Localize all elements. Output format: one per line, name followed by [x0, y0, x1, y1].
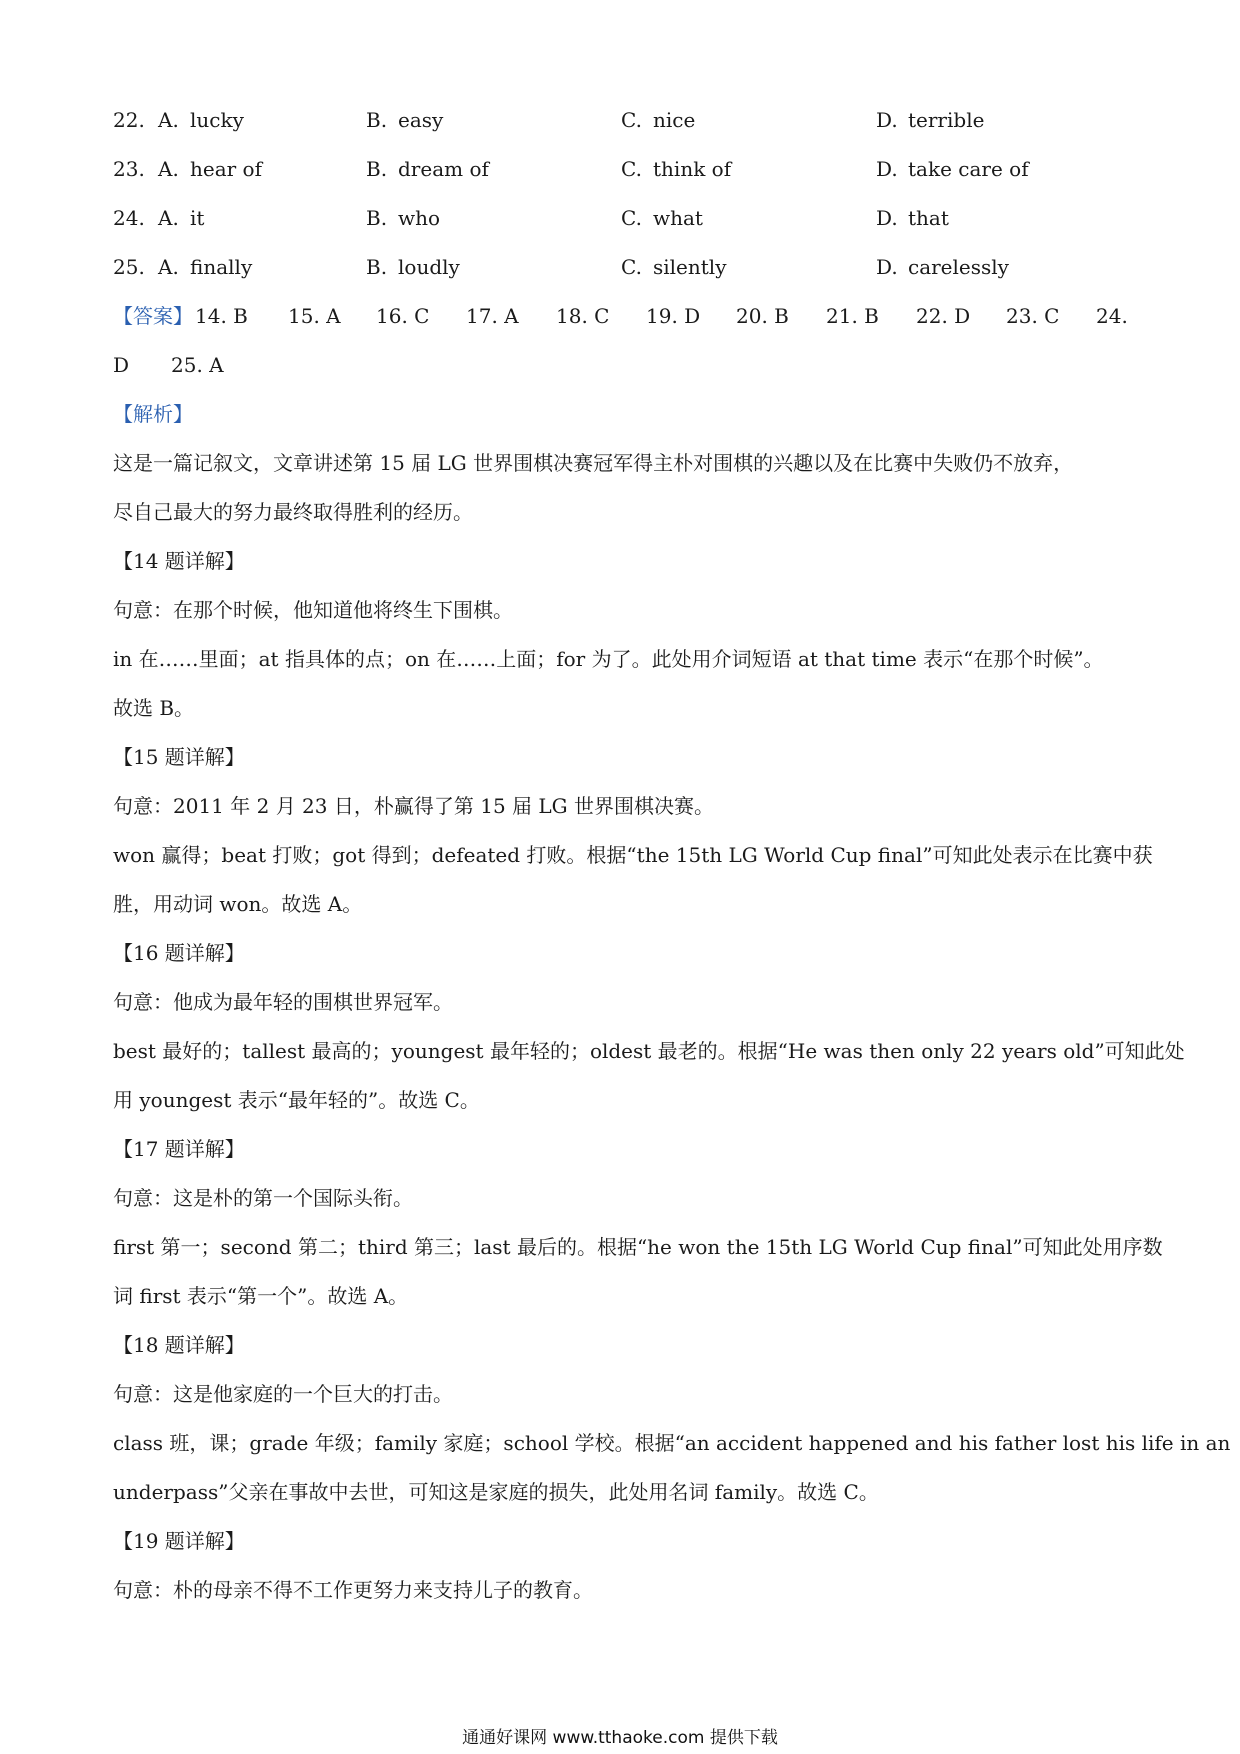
answer-item: 24. [1096, 304, 1128, 328]
detail-line: 句意：2011 年 2 月 23 日，朴赢得了第 15 届 LG 世界围棋决赛。 [113, 794, 714, 818]
answer-label: 【答案】 [113, 304, 193, 328]
detail-line: class 班，课；grade 年级；family 家庭；school 学校。根据“an accident happened and his father lost his life in an [113, 1431, 1231, 1455]
detail-line: 句意：他成为最年轻的围棋世界冠军。 [113, 990, 453, 1014]
answer-item: 21. B [826, 304, 879, 328]
answer-item: 25. A [171, 353, 224, 377]
detail-title-14: 【14 题详解】 [113, 549, 245, 573]
answer-item: 16. C [376, 304, 430, 328]
page-footer: 通通好课网 www.tthaoke.com 提供下载 [462, 1728, 778, 1748]
detail-title-16: 【16 题详解】 [113, 941, 245, 965]
analysis-label: 【解析】 [113, 402, 193, 426]
answer-item: 14. B [195, 304, 248, 328]
option-c: C. nice [621, 108, 696, 132]
option-row-24 [113, 203, 1123, 233]
option-c: C. silently [621, 255, 727, 279]
option-a: A. hear of [158, 157, 263, 181]
answer-item: 20. B [736, 304, 789, 328]
question-number: 22. [113, 108, 145, 132]
answer-key-row [113, 301, 1133, 331]
detail-line: underpass”父亲在事故中去世，可知这是家庭的损失，此处用名词 family。故选 C。 [113, 1480, 879, 1504]
detail-line: 用 youngest 表示“最年轻的”。故选 C。 [113, 1088, 480, 1112]
option-b: B. who [366, 206, 441, 230]
detail-line: 词 first 表示“第一个”。故选 A。 [113, 1284, 409, 1308]
option-d: D. take care of [876, 157, 1029, 181]
option-row-25 [113, 252, 1123, 282]
answer-item: 23. C [1006, 304, 1060, 328]
answer-item: 19. D [646, 304, 701, 328]
option-b: B. dream of [366, 157, 489, 181]
detail-title-19: 【19 题详解】 [113, 1529, 245, 1553]
question-number: 23. [113, 157, 145, 181]
option-a: A. lucky [158, 108, 244, 132]
detail-title-17: 【17 题详解】 [113, 1137, 245, 1161]
option-d: D. carelessly [876, 255, 1009, 279]
answer-item: 18. C [556, 304, 610, 328]
detail-line: 胜，用动词 won。故选 A。 [113, 892, 363, 916]
detail-title-18: 【18 题详解】 [113, 1333, 245, 1357]
analysis-intro-line: 这是一篇记叙文，文章讲述第 15 届 LG 世界围棋决赛冠军得主朴对围棋的兴趣以及在比赛中失败仍不放弃， [113, 451, 1074, 475]
detail-line: first 第一；second 第二；third 第三；last 最后的。根据“he won the 15th LG World Cup final”可知此处用序数 [113, 1235, 1163, 1259]
answer-item: 22. D [916, 304, 971, 328]
option-a: A. it [158, 206, 205, 230]
option-d: D. terrible [876, 108, 985, 132]
detail-line: best 最好的；tallest 最高的；youngest 最年轻的；oldest 最老的。根据“He was then only 22 years old”可知此处 [113, 1039, 1185, 1063]
option-b: B. easy [366, 108, 444, 132]
detail-title-15: 【15 题详解】 [113, 745, 245, 769]
detail-line: won 赢得；beat 打败；got 得到；defeated 打败。根据“the 15th LG World Cup final”可知此处表示在比赛中获 [113, 843, 1153, 867]
answer-item: D [113, 353, 130, 377]
detail-line: 故选 B。 [113, 696, 195, 720]
answer-item: 17. A [466, 304, 519, 328]
analysis-intro-line: 尽自己最大的努力最终取得胜利的经历。 [113, 500, 473, 524]
option-b: B. loudly [366, 255, 460, 279]
option-d: D. that [876, 206, 949, 230]
option-a: A. finally [158, 255, 253, 279]
detail-line: 句意：在那个时候，他知道他将终生下围棋。 [113, 598, 513, 622]
option-c: C. think of [621, 157, 732, 181]
question-number: 24. [113, 206, 145, 230]
detail-line: 句意：这是他家庭的一个巨大的打击。 [113, 1382, 453, 1406]
detail-line: 句意：朴的母亲不得不工作更努力来支持儿子的教育。 [113, 1578, 593, 1602]
option-c: C. what [621, 206, 703, 230]
detail-line: in 在……里面；at 指具体的点；on 在……上面；for 为了。此处用介词短语 at that time 表示“在那个时候”。 [113, 647, 1104, 671]
option-row-23 [113, 154, 1123, 184]
detail-line: 句意：这是朴的第一个国际头衔。 [113, 1186, 413, 1210]
answer-item: 15. A [288, 304, 341, 328]
answer-key-row-wrap [113, 350, 1133, 380]
question-number: 25. [113, 255, 145, 279]
option-row-22 [113, 105, 1123, 135]
